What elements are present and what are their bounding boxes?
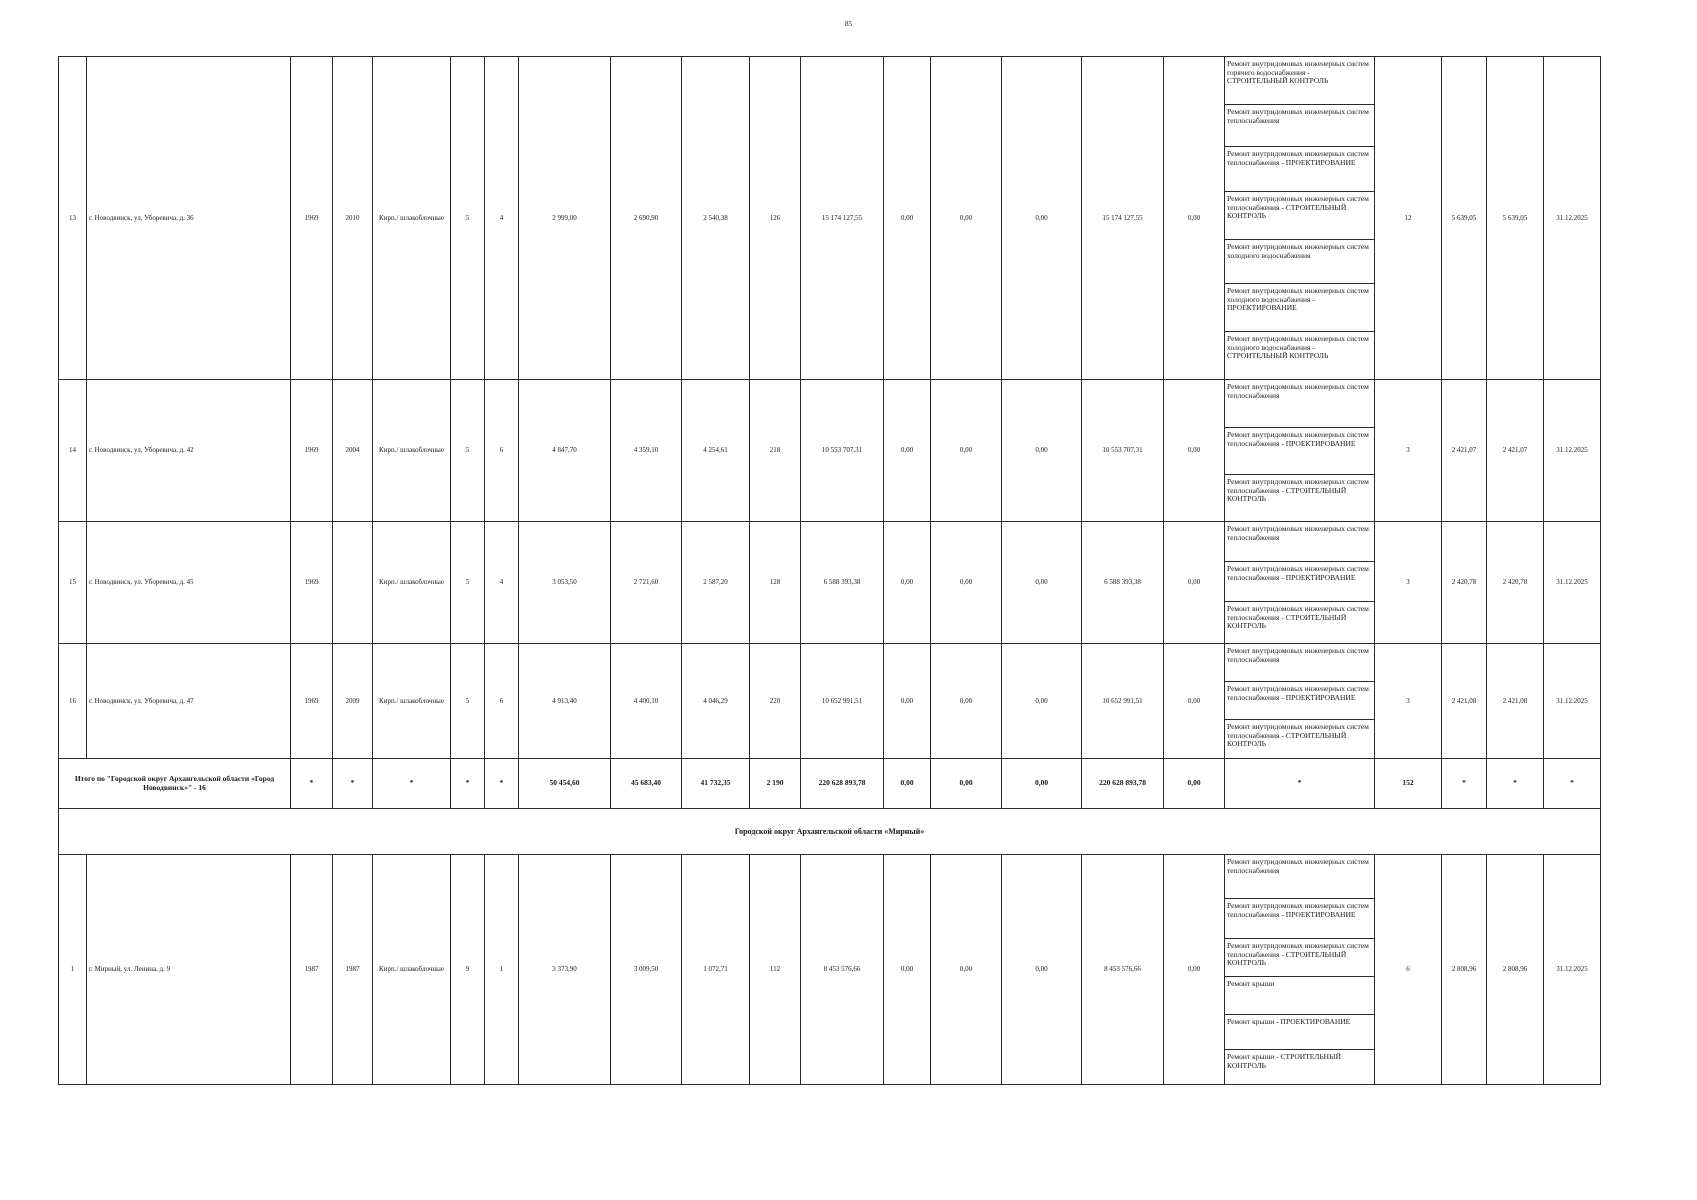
table-row [59,855,1601,899]
total-star: * [1487,759,1544,809]
cost-fund: 0,00 [884,380,931,522]
table-row [59,522,1601,562]
deadline: 31.12.2025 [1544,57,1601,380]
total-row [59,759,1601,809]
works-count: 3 [1375,644,1442,759]
total-star: * [451,759,485,809]
deadline: 31.12.2025 [1544,644,1601,759]
area-private: 4 046,29 [682,644,750,759]
year-built: 1969 [291,644,333,759]
deadline: 31.12.2025 [1544,522,1601,644]
cost-total: 6 588 393,38 [801,522,884,644]
cost-regional: 0,00 [931,57,1002,380]
unit-cost: 2 421,08 [1442,644,1487,759]
address: г. Новодвинск, ул. Уборевича, д. 45 [87,522,291,644]
section-header-row [59,809,1601,855]
year-built: 1969 [291,380,333,522]
cost-fund: 0,00 [884,644,931,759]
work-type: Ремонт крыши [1225,977,1375,1015]
wall-material: Кирп./ шлакоблочные [373,855,451,1085]
total-area-total: 50 454,60 [519,759,611,809]
work-type: Ремонт крыши - ПРОЕКТИРОВАНИЕ [1225,1015,1375,1050]
cost-local: 0,00 [1002,57,1082,380]
work-type: Ремонт крыши - СТРОИТЕЛЬНЫЙ КОНТРОЛЬ [1225,1050,1375,1085]
cost-regional: 0,00 [931,522,1002,644]
residents: 218 [750,380,801,522]
unit-cost: 2 420,78 [1442,522,1487,644]
work-type: Ремонт внутридомовых инженерных систем теплоснабжения - ПРОЕКТИРОВАНИЕ [1225,899,1375,939]
year-built: 1987 [291,855,333,1085]
row-number: 13 [59,57,87,380]
work-type: Ремонт внутридомовых инженерных систем теплоснабжения - ПРОЕКТИРОВАНИЕ [1225,428,1375,475]
page-number: 85 [845,20,852,28]
work-type: Ремонт внутридомовых инженерных систем холодного водоснабжения [1225,240,1375,284]
area-total: 4 913,40 [519,644,611,759]
max-unit-cost: 5 639,05 [1487,57,1544,380]
area-residential: 2 721,60 [611,522,682,644]
wall-material: Кирп./ шлакоблочные [373,522,451,644]
residents: 220 [750,644,801,759]
work-type: Ремонт внутридомовых инженерных систем теплоснабжения - СТРОИТЕЛЬНЫЙ КОНТРОЛЬ [1225,475,1375,522]
cost-regional: 0,00 [931,644,1002,759]
unit-cost: 5 639,05 [1442,57,1487,380]
area-private: 1 072,71 [682,855,750,1085]
works-count: 6 [1375,855,1442,1085]
total-star: * [333,759,373,809]
cost-total: 8 453 576,66 [801,855,884,1085]
cost-total: 10 652 991,51 [801,644,884,759]
area-residential: 2 690,90 [611,57,682,380]
area-residential: 4 359,10 [611,380,682,522]
entrances: 4 [485,57,519,380]
deadline: 31.12.2025 [1544,855,1601,1085]
work-type: Ремонт внутридомовых инженерных систем холодного водоснабжения - ПРОЕКТИРОВАНИЕ [1225,284,1375,332]
floors: 5 [451,57,485,380]
repair-program-table [58,56,1601,1085]
cost-local: 0,00 [1002,644,1082,759]
address: г. Новодвинск, ул. Уборевича, д. 36 [87,57,291,380]
work-type: Ремонт внутридомовых инженерных систем теплоснабжения [1225,522,1375,562]
work-type: Ремонт внутридомовых инженерных систем теплоснабжения [1225,855,1375,899]
total-cost-owners: 220 628 893,78 [1082,759,1164,809]
year-built: 1969 [291,57,333,380]
cost-other: 0,00 [1164,380,1225,522]
year-repair: 2004 [333,380,373,522]
work-type: Ремонт внутридомовых инженерных систем теплоснабжения - ПРОЕКТИРОВАНИЕ [1225,682,1375,720]
cost-fund: 0,00 [884,522,931,644]
cost-other: 0,00 [1164,855,1225,1085]
total-star: * [485,759,519,809]
entrances: 6 [485,380,519,522]
year-repair [333,522,373,644]
floors: 5 [451,380,485,522]
row-number: 14 [59,380,87,522]
work-type: Ремонт внутридомовых инженерных систем теплоснабжения - СТРОИТЕЛЬНЫЙ КОНТРОЛЬ [1225,939,1375,977]
wall-material: Кирп./ шлакоблочные [373,57,451,380]
wall-material: Кирп./ шлакоблочные [373,644,451,759]
cost-total: 15 174 127,55 [801,57,884,380]
max-unit-cost: 2 421,08 [1487,644,1544,759]
cost-owners: 6 588 393,38 [1082,522,1164,644]
area-total: 3 053,50 [519,522,611,644]
cost-total: 10 553 707,31 [801,380,884,522]
work-type: Ремонт внутридомовых инженерных систем теплоснабжения - СТРОИТЕЛЬНЫЙ КОНТРОЛЬ [1225,192,1375,240]
total-cost-other: 0,00 [1164,759,1225,809]
year-repair: 2009 [333,644,373,759]
work-type: Ремонт внутридомовых инженерных систем теплоснабжения - ПРОЕКТИРОВАНИЕ [1225,562,1375,602]
row-number: 16 [59,644,87,759]
area-total: 3 373,90 [519,855,611,1085]
residents: 112 [750,855,801,1085]
table-row [59,380,1601,428]
year-repair: 2010 [333,57,373,380]
total-label: Итого по "Городской округ Архангельской области «Город Новодвинск»" - 16 [59,759,291,809]
work-type: Ремонт внутридомовых инженерных систем горячего водоснабжения - СТРОИТЕЛЬНЫЙ КОНТРОЛЬ [1225,57,1375,105]
area-private: 2 540,38 [682,57,750,380]
cost-owners: 10 553 707,31 [1082,380,1164,522]
entrances: 1 [485,855,519,1085]
work-type: Ремонт внутридомовых инженерных систем теплоснабжения - СТРОИТЕЛЬНЫЙ КОНТРОЛЬ [1225,720,1375,759]
address: г. Новодвинск, ул. Уборевича, д. 47 [87,644,291,759]
cost-other: 0,00 [1164,644,1225,759]
work-type: Ремонт внутридомовых инженерных систем холодного водоснабжения - СТРОИТЕЛЬНЫЙ КОНТРОЛЬ [1225,332,1375,380]
floors: 5 [451,644,485,759]
total-cost-local: 0,00 [1002,759,1082,809]
works-count: 12 [1375,57,1442,380]
cost-owners: 8 453 576,66 [1082,855,1164,1085]
area-total: 2 999,00 [519,57,611,380]
area-residential: 4 400,10 [611,644,682,759]
table-row [59,57,1601,105]
unit-cost: 2 421,07 [1442,380,1487,522]
row-number: 1 [59,855,87,1085]
address: г. Мирный, ул. Ленина, д. 9 [87,855,291,1085]
total-star: * [1225,759,1375,809]
residents: 126 [750,57,801,380]
cost-local: 0,00 [1002,380,1082,522]
total-works-count: 152 [1375,759,1442,809]
table-row [59,644,1601,682]
total-star: * [291,759,333,809]
entrances: 6 [485,644,519,759]
area-private: 4 254,61 [682,380,750,522]
work-type: Ремонт внутридомовых инженерных систем теплоснабжения - ПРОЕКТИРОВАНИЕ [1225,147,1375,192]
residents: 128 [750,522,801,644]
max-unit-cost: 2 808,96 [1487,855,1544,1085]
floors: 5 [451,522,485,644]
cost-fund: 0,00 [884,57,931,380]
cost-owners: 10 652 991,51 [1082,644,1164,759]
entrances: 4 [485,522,519,644]
cost-owners: 15 174 127,55 [1082,57,1164,380]
works-count: 3 [1375,380,1442,522]
floors: 9 [451,855,485,1085]
cost-regional: 0,00 [931,855,1002,1085]
deadline: 31.12.2025 [1544,380,1601,522]
cost-other: 0,00 [1164,57,1225,380]
row-number: 15 [59,522,87,644]
works-count: 3 [1375,522,1442,644]
total-area-residential: 45 683,40 [611,759,682,809]
year-repair: 1987 [333,855,373,1085]
area-private: 2 587,20 [682,522,750,644]
section-title: Городской округ Архангельской области «Мирный» [59,809,1601,855]
work-type: Ремонт внутридомовых инженерных систем теплоснабжения [1225,105,1375,147]
cost-local: 0,00 [1002,522,1082,644]
work-type: Ремонт внутридомовых инженерных систем теплоснабжения [1225,644,1375,682]
cost-local: 0,00 [1002,855,1082,1085]
area-total: 4 847,70 [519,380,611,522]
total-star: * [373,759,451,809]
total-cost-total: 220 628 893,78 [801,759,884,809]
work-type: Ремонт внутридомовых инженерных систем теплоснабжения - СТРОИТЕЛЬНЫЙ КОНТРОЛЬ [1225,602,1375,644]
total-area-private: 41 732,35 [682,759,750,809]
work-type: Ремонт внутридомовых инженерных систем теплоснабжения [1225,380,1375,428]
total-cost-fund: 0,00 [884,759,931,809]
max-unit-cost: 2 420,78 [1487,522,1544,644]
total-star: * [1442,759,1487,809]
year-built: 1969 [291,522,333,644]
cost-fund: 0,00 [884,855,931,1085]
total-cost-regional: 0,00 [931,759,1002,809]
total-residents: 2 190 [750,759,801,809]
cost-other: 0,00 [1164,522,1225,644]
unit-cost: 2 808,96 [1442,855,1487,1085]
cost-regional: 0,00 [931,380,1002,522]
address: г. Новодвинск, ул. Уборевича, д. 42 [87,380,291,522]
wall-material: Кирп./ шлакоблочные [373,380,451,522]
area-residential: 3 009,50 [611,855,682,1085]
total-star: * [1544,759,1601,809]
max-unit-cost: 2 421,07 [1487,380,1544,522]
